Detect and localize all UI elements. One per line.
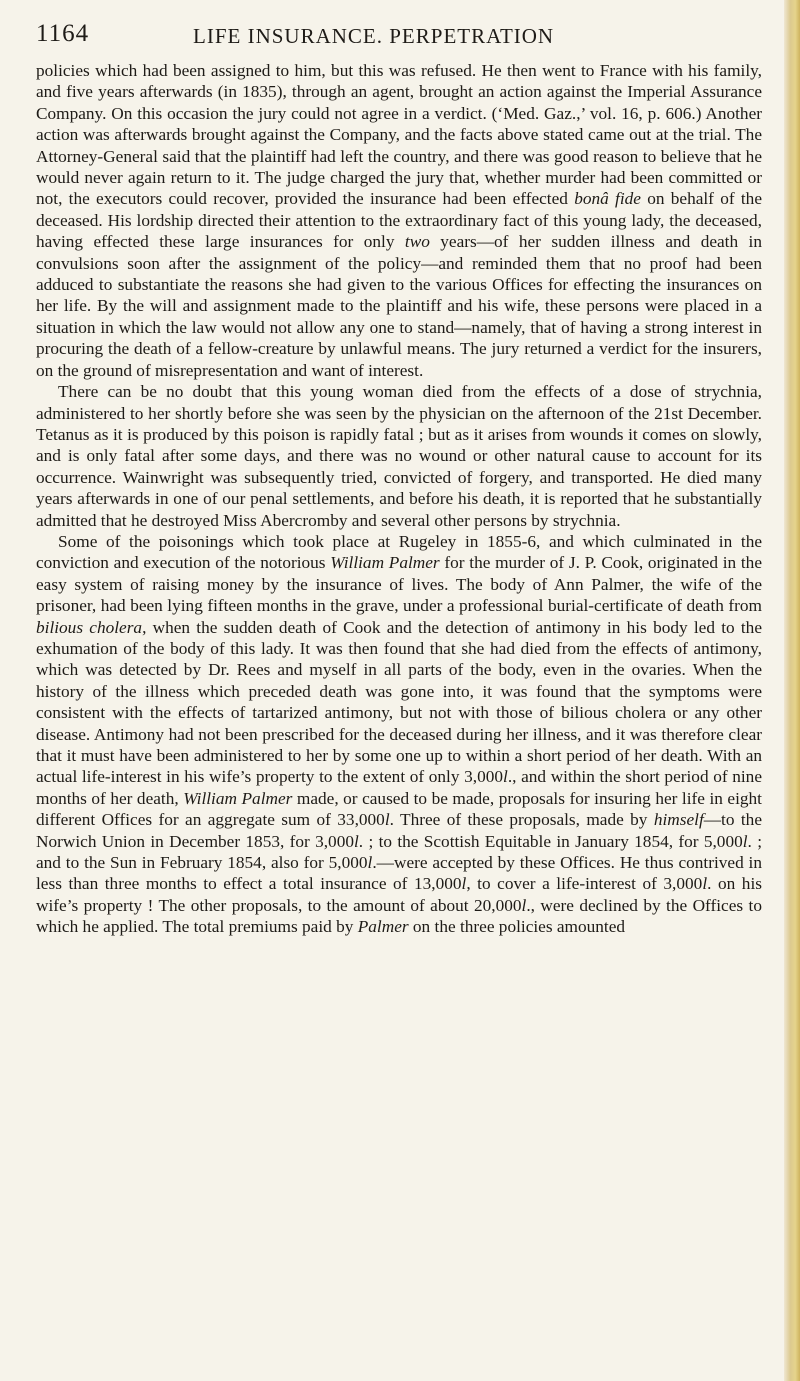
italic-run: bilious cholera xyxy=(36,617,143,637)
body-text xyxy=(36,60,762,938)
page-header xyxy=(36,20,754,56)
text-run: , to cover a life-interest of 3,000 xyxy=(466,874,703,894)
text-run: for the murder of J. P. Cook, originated in the easy system of raising money by the insurance of lives. The body of Ann Palmer, the wife of the prisoner, had been lying fifteen months in the grave, under a professional burial-certificate of death from xyxy=(36,553,762,616)
text-run: , when the sudden death of Cook and the detection of antimony in his body led to the exhumation of the body of this lady. It was then found that she had died from the effects of antimony, which was detected by Dr. Rees and myself in all parts of the body, even in the ovaries. When the history of the illness which preceded death was gone into, it was found that the symptoms were consistent with the effects of tartarized antimony, but not with those of bilious cholera or any other disease. Antimony had not been prescribed for the deceased during her illness, and it was therefore clear that it must have been administered to her by some one up to within a short period of her death. With an actual life-interest in his wife’s property to the extent of only 3,000 xyxy=(36,617,762,787)
paragraph-2 xyxy=(36,381,762,531)
text-run: on behalf of the deceased. His lordship directed their attention to the extraordinary fact of this young lady, the deceased, having effected these large insurances for only xyxy=(36,189,762,252)
paragraph-1 xyxy=(36,60,762,381)
text-run: . Three of these proposals, made by xyxy=(389,810,654,830)
page-edge xyxy=(784,0,800,1381)
running-head: LIFE INSURANCE. PERPETRATION xyxy=(193,24,555,48)
text-run: on the three policies amounted xyxy=(408,917,626,937)
text-run: . ; to the Scottish Equitable in January 1854, for 5,000 xyxy=(358,831,743,851)
italic-run: bonâ fide xyxy=(574,189,641,209)
italic-run: l xyxy=(702,874,708,894)
italic-run: l xyxy=(503,767,508,787)
italic-run: l xyxy=(367,853,373,873)
page-number: 1164 xyxy=(36,20,90,47)
text-run: .—were accepted by these Offices. He thus contrived in less than three months to effect a total insurance of 13,000 xyxy=(36,853,763,894)
italic-run: William Palmer xyxy=(183,788,293,808)
text-run: . on his wife’s property ! The other proposals, to the amount of about 20,000 xyxy=(36,874,762,915)
italic-run: Palmer xyxy=(357,917,409,937)
italic-run: William Palmer xyxy=(330,553,440,573)
italic-run: l xyxy=(384,810,390,830)
text-run: made, or caused to be made, proposals for insuring her life in eight different Offices for an aggregate sum of 33,000 xyxy=(36,788,762,830)
italic-run: l xyxy=(353,831,359,851)
italic-run: l xyxy=(742,831,748,851)
text-run: Some of the poisonings which took place at Rugeley in 1855-6, and which culminated in the conviction and execution of the notorious xyxy=(36,531,762,573)
text-run: There can be no doubt that this young woman died from the effects of a dose of strychnia, administered to her shortly before she was seen by the physician on the afternoon of the 21st December. Tetanus as it is produced by this poison is rapidly fatal ; but as it arises from wounds it comes on slowly, and is only fatal after some days, and there was no wound or other natural cause to account for its occurrence. Wainwright was subsequently tried, convicted of forgery, and transported. He died many years afterwards in one of our penal settlements, and before his death, it is reported that he substantially admitted that he destroyed Miss Abercromby and several other persons by strychnia. xyxy=(36,382,762,530)
italic-run: l xyxy=(521,895,527,915)
text-run: —to the Norwich Union in December 1853, for 3,000 xyxy=(36,810,762,851)
text-run: ., were declined by the Offices to which he applied. The total premiums paid by xyxy=(36,895,762,937)
italic-run: two xyxy=(404,232,430,252)
text-run: . ; and to the Sun in February 1854, also for 5,000 xyxy=(36,831,762,873)
paragraph-3 xyxy=(36,531,762,938)
text-run: policies which had been assigned to him, but this was refused. He then went to France with his family, and five years afterwards (in 1835), through an agent, brought an action against the Imperial Assurance Company. On this occasion the jury could not agree in a verdict. (‘Med. Gaz.,’ vol. 16, p. 606.) Another action was afterwards brought against the Company, and the facts above stated came out at the trial. The Attorney-General said that the plaintiff had left the country, and there was good reason to believe that he would never again return to it. The judge charged the jury that, whether murder had been committed or not, the executors could recover, provided the insurance had been effected xyxy=(36,61,762,209)
text-run: years—of her sudden illness and death in convulsions soon after the assignment of the policy—and reminded them that no proof had been adduced to substantiate the reasons she had given to the various Offices for effecting the insurances on her life. By the will and assignment made to the plaintiff and his wife, these persons were placed in a situation in which the law would not allow any one to stand—namely, that of having a strong interest in procuring the death of a fellow-creature by unlawful means. The jury returned a verdict for the insurers, on the ground of misrepresentation and want of interest. xyxy=(36,232,762,380)
text-run: ., and within the short period of nine months of her death, xyxy=(36,767,762,808)
italic-run: himself xyxy=(653,810,704,830)
italic-run: l xyxy=(461,874,467,894)
